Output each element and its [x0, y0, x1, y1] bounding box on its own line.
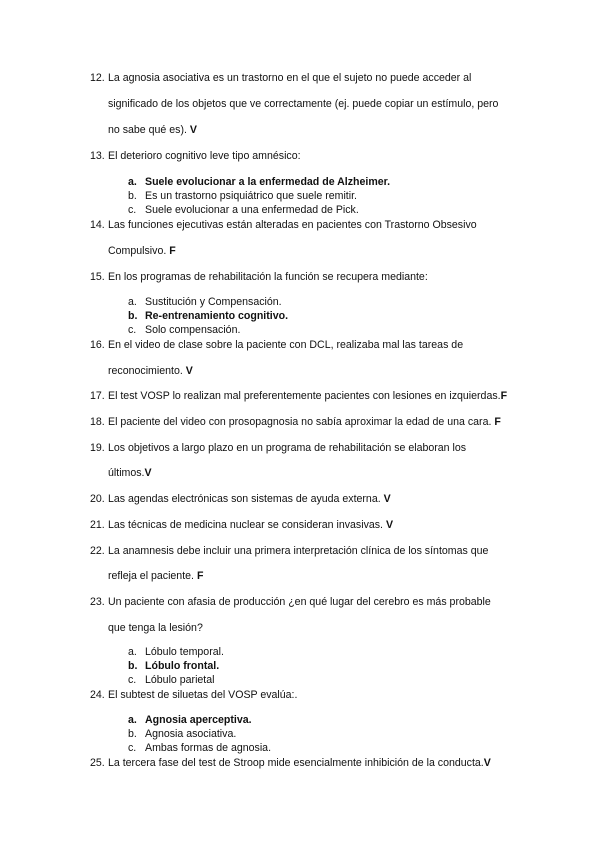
- answer-mark: F: [169, 245, 176, 257]
- answer-mark: F: [500, 390, 508, 402]
- question-number: 18.: [90, 416, 105, 428]
- question-text-final: últimos.V: [108, 467, 152, 479]
- option-text: Solo compensación.: [145, 324, 241, 336]
- option-text: Ambas formas de agnosia.: [145, 742, 272, 754]
- question-number: 13.: [90, 150, 105, 162]
- question-number: 16.: [90, 339, 105, 351]
- question-text-final: reconocimiento. V: [108, 365, 193, 377]
- question-number: 20.: [90, 493, 105, 505]
- option-text: Agnosia asociativa.: [145, 728, 237, 740]
- question-number: 14.: [90, 219, 105, 231]
- question-text-final: Compulsivo. F: [108, 245, 176, 257]
- answer-mark: V: [185, 365, 193, 377]
- question-text: La agnosia asociativa es un trastorno en el que el sujeto no puede acceder al: [108, 72, 472, 84]
- answer-mark: V: [386, 519, 394, 531]
- question-text: que tenga la lesión?: [108, 622, 203, 634]
- answer-mark: V: [144, 467, 152, 479]
- question-number: 25.: [90, 757, 105, 769]
- question-number: 19.: [90, 442, 105, 454]
- answer-mark: F: [494, 416, 501, 428]
- option-text: Sustitución y Compensación.: [145, 296, 282, 308]
- question-text: Las funciones ejecutivas están alteradas en pacientes con Trastorno Obsesivo: [108, 219, 477, 231]
- option-text-correct: Lóbulo frontal.: [145, 660, 220, 672]
- question-number: 21.: [90, 519, 105, 531]
- option-text-correct: Agnosia aperceptiva.: [145, 714, 252, 726]
- option-letter: c.: [128, 742, 137, 754]
- option-letter: c.: [128, 204, 137, 216]
- option-letter: a.: [128, 296, 137, 308]
- question-text: Los objetivos a largo plazo en un programa de rehabilitación se elaboran los: [108, 442, 467, 454]
- question-text-final: El paciente del video con prosopagnosia no sabía aproximar la edad de una cara. F: [108, 416, 501, 428]
- option-text-correct: Suele evolucionar a la enfermedad de Alzheimer.: [145, 176, 391, 188]
- option-text: Suele evolucionar a una enfermedad de Pick.: [145, 204, 359, 216]
- question-number: 23.: [90, 596, 105, 608]
- option-letter: c.: [128, 674, 137, 686]
- answer-mark: V: [383, 493, 391, 505]
- option-letter: b.: [128, 310, 138, 322]
- option-letter: c.: [128, 324, 137, 336]
- option-letter: b.: [128, 660, 138, 672]
- question-text: En el video de clase sobre la paciente con DCL, realizaba mal las tareas de: [108, 339, 464, 351]
- question-number: 15.: [90, 271, 105, 283]
- question-text: En los programas de rehabilitación la función se recupera mediante:: [108, 271, 428, 283]
- question-text: El subtest de siluetas del VOSP evalúa:.: [108, 689, 298, 701]
- question-number: 24.: [90, 689, 105, 701]
- answer-mark: V: [189, 124, 197, 136]
- option-letter: b.: [128, 190, 137, 202]
- option-text-correct: Re-entrenamiento cognitivo.: [145, 310, 289, 322]
- question-number: 12.: [90, 72, 105, 84]
- question-text-final: refleja el paciente. F: [108, 570, 204, 582]
- option-text: Lóbulo parietal: [145, 674, 215, 686]
- question-number: 22.: [90, 545, 105, 557]
- question-text: Un paciente con afasia de producción ¿en qué lugar del cerebro es más probable: [108, 596, 491, 608]
- option-letter: a.: [128, 714, 137, 726]
- option-text: Es un trastorno psiquiátrico que suele remitir.: [145, 190, 357, 202]
- question-text-final: Las agendas electrónicas son sistemas de ayuda externa. V: [108, 493, 391, 505]
- option-letter: b.: [128, 728, 137, 740]
- option-letter: a.: [128, 176, 137, 188]
- answer-mark: F: [196, 570, 204, 582]
- option-letter: a.: [128, 646, 137, 658]
- question-text-final: Las técnicas de medicina nuclear se consideran invasivas. V: [108, 519, 394, 531]
- question-text: significado de los objetos que ve correctamente (ej. puede copiar un estímulo, pero: [108, 98, 499, 110]
- question-text: El deterioro cognitivo leve tipo amnésico:: [108, 150, 301, 162]
- answer-mark: V: [483, 757, 491, 769]
- question-number: 17.: [90, 390, 105, 402]
- option-text: Lóbulo temporal.: [145, 646, 224, 658]
- question-text-final: La tercera fase del test de Stroop mide esencialmente inhibición de la conducta.V: [108, 757, 491, 769]
- question-text-final: El test VOSP lo realizan mal preferentemente pacientes con lesiones en izquierdas.F: [108, 390, 508, 402]
- question-text-final: no sabe qué es). V: [108, 124, 197, 136]
- question-text: La anamnesis debe incluir una primera interpretación clínica de los síntomas que: [108, 545, 489, 557]
